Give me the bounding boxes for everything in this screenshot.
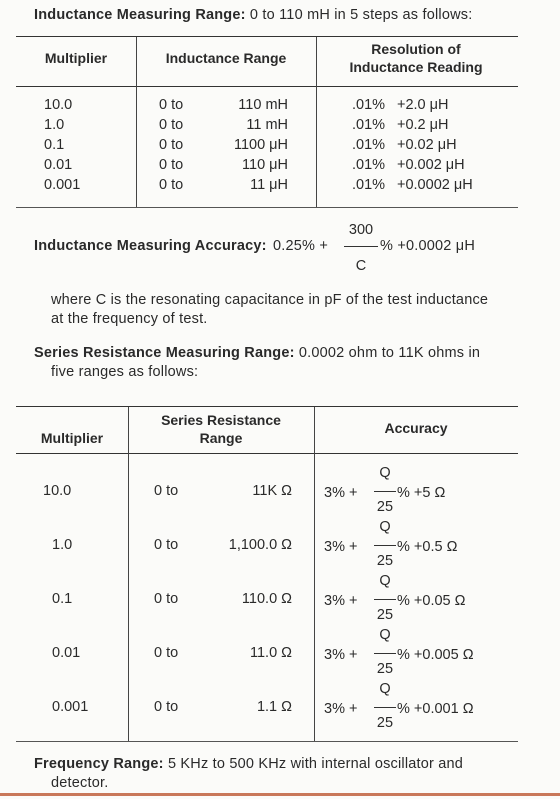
series-resistance-heading [34, 345, 480, 361]
fraction-denominator: C [355, 258, 367, 274]
fraction-numerator: Q [379, 573, 391, 589]
col-header-range [128, 411, 314, 447]
col-header-inductance-range: Inductance Range [165, 50, 287, 66]
row-accuracy-fraction [374, 627, 396, 677]
fraction-numerator: Q [379, 519, 391, 535]
row-range-to: 1,100.0 Ω [228, 537, 292, 553]
col-header-range-line1: Series Resistance [161, 412, 281, 428]
accuracy-label: Inductance Measuring Accuracy: [34, 238, 267, 254]
inductance-table [16, 36, 518, 208]
frequency-line2: detector. [51, 775, 109, 791]
where-text-line2: at the frequency of test. [51, 311, 208, 327]
col-header-resolution-line1: Resolution of [371, 41, 461, 57]
row-range-to: 110.0 Ω [241, 591, 292, 607]
row-accuracy-fraction [374, 573, 396, 623]
resolution-values: +2.0 μH +0.2 μH +0.02 μH +0.002 μH +0.0002 μH [397, 97, 473, 193]
fraction-numerator: 300 [348, 222, 374, 238]
row-multiplier: 0.001 [52, 699, 89, 715]
header-divider [16, 86, 518, 87]
row-multiplier: 0.1 [52, 591, 73, 607]
row-range-from: 0 to [154, 645, 179, 661]
fraction-numerator: Q [379, 681, 391, 697]
fraction-bar [374, 491, 396, 492]
header-divider [16, 453, 518, 454]
fraction-denominator: 25 [376, 661, 394, 677]
col-header-resolution [316, 40, 516, 76]
fraction-denominator: 25 [376, 715, 394, 731]
row-multiplier: 0.01 [52, 645, 81, 661]
row-range-from: 0 to [154, 537, 179, 553]
heading-label: Series Resistance Measuring Range: [34, 345, 295, 361]
fraction-bar [374, 653, 396, 654]
col-header-multiplier: Multiplier [44, 50, 108, 66]
row-accuracy-pre: 3% + [324, 647, 358, 663]
row-multiplier: 1.0 [52, 537, 73, 553]
frequency-text: 5 KHz to 500 KHz with internal oscillator and [167, 756, 464, 772]
row-range-from: 0 to [154, 483, 179, 499]
col-header-accuracy: Accuracy [384, 420, 448, 436]
multiplier-values: 10.0 1.0 0.1 0.01 0.001 [44, 97, 81, 193]
col-header-range-line2: Range [199, 430, 243, 446]
series-resistance-table [16, 406, 518, 742]
row-multiplier: 10.0 [43, 483, 72, 499]
row-range-from: 0 to [154, 699, 179, 715]
fraction-denominator: 25 [376, 553, 394, 569]
frequency-label: Frequency Range: [34, 756, 164, 772]
fraction-bar [374, 707, 396, 708]
row-range-from: 0 to [154, 591, 179, 607]
fraction-bar [344, 246, 378, 247]
where-text-line1: where C is the resonating capacitance in pF of the test inductance [51, 292, 489, 308]
row-accuracy-fraction [374, 465, 396, 515]
row-accuracy-fraction [374, 681, 396, 731]
range-from-values: 0 to 0 to 0 to 0 to 0 to [159, 97, 184, 193]
fraction-bar [374, 599, 396, 600]
row-accuracy-pre: 3% + [324, 701, 358, 717]
heading-text: 0 to 110 mH in 5 steps as follows: [249, 7, 473, 23]
row-range-to: 1.1 Ω [256, 699, 292, 715]
heading-label: Inductance Measuring Range: [34, 7, 246, 23]
fraction-bar [374, 545, 396, 546]
row-range-to: 11.0 Ω [249, 645, 292, 661]
row-accuracy-fraction [374, 519, 396, 569]
row-accuracy-post: % +0.05 Ω [397, 593, 466, 609]
row-accuracy-post: % +0.001 Ω [397, 701, 474, 717]
accuracy-post: % +0.0002 μH [380, 238, 475, 254]
row-accuracy-pre: 3% + [324, 485, 358, 501]
accuracy-fraction [344, 222, 378, 272]
column-divider [314, 407, 315, 741]
inductance-range-heading [34, 7, 472, 23]
row-accuracy-post: % +0.005 Ω [397, 647, 474, 663]
heading-text: 0.0002 ohm to 11K ohms in [298, 345, 481, 361]
row-accuracy-post: % +5 Ω [397, 485, 446, 501]
accuracy-pre: 0.25% + [273, 238, 329, 254]
frequency-range [34, 756, 463, 772]
fraction-denominator: 25 [376, 499, 394, 515]
column-divider [128, 407, 129, 741]
resolution-pct-values: .01% .01% .01% .01% .01% [352, 97, 386, 193]
fraction-numerator: Q [379, 465, 391, 481]
fraction-denominator: 25 [376, 607, 394, 623]
page-edge-divider [0, 793, 560, 796]
row-accuracy-pre: 3% + [324, 593, 358, 609]
col-header-resolution-line2: Inductance Reading [349, 59, 483, 75]
row-accuracy-pre: 3% + [324, 539, 358, 555]
fraction-numerator: Q [379, 627, 391, 643]
row-range-to: 11K Ω [252, 483, 292, 499]
range-to-values: 110 mH 11 mH 1100 μH 110 μH 11 μH [233, 97, 288, 193]
col-header-multiplier: Multiplier [40, 430, 104, 446]
row-accuracy-post: % +0.5 Ω [397, 539, 458, 555]
series-resistance-heading-line2: five ranges as follows: [51, 364, 199, 380]
